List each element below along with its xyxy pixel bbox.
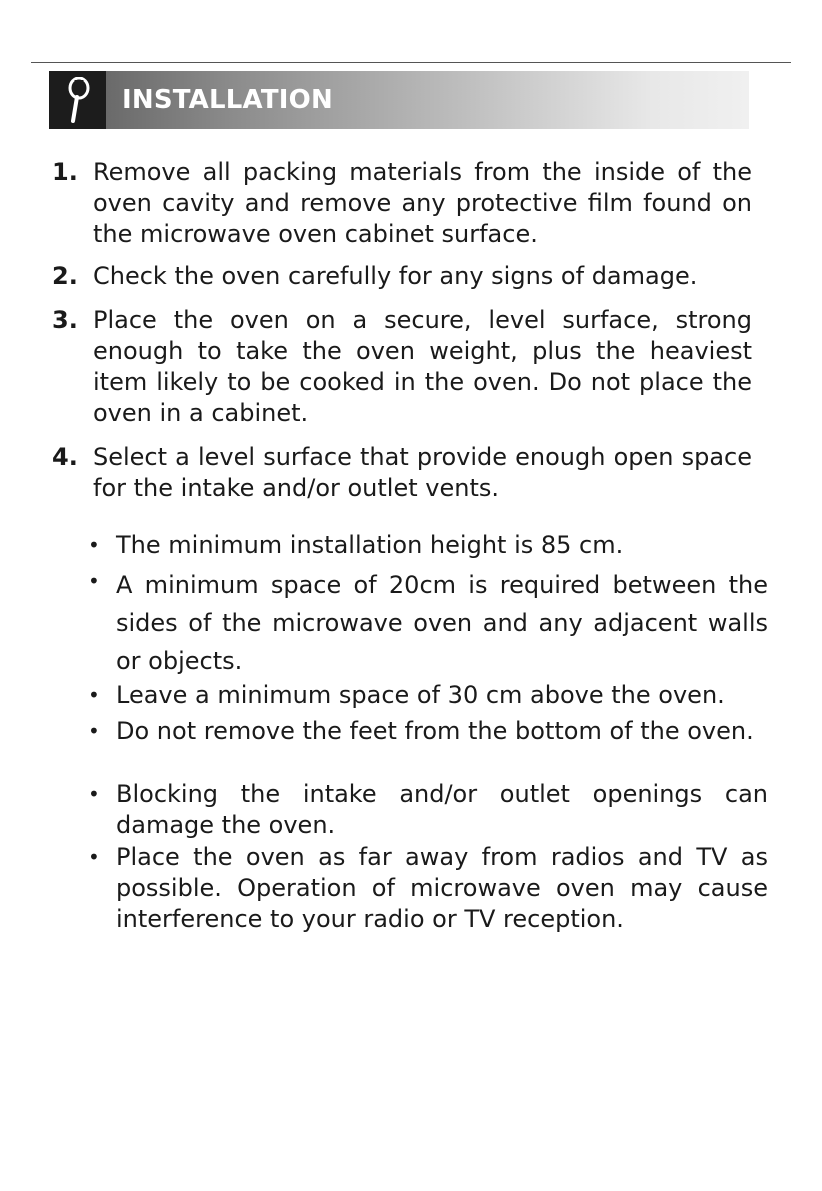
list-item [88, 530, 768, 561]
list-item [52, 261, 752, 292]
bullet-marker: • [88, 569, 100, 593]
step-text: Select a level surface that provide enough open space for the intake and/or outlet vents. [93, 443, 752, 502]
step-number: 2. [52, 262, 78, 290]
list-item [52, 442, 752, 504]
step-text: Place the oven on a secure, level surface, strong enough to take the oven weight, plus the heaviest item likely to be cooked in the oven. Do not place the oven in a cabinet. [93, 306, 752, 427]
bullet-text: The minimum installation height is 85 cm. [116, 531, 624, 559]
bullet-text: Do not remove the feet from the bottom of the oven. [116, 717, 754, 745]
section-header [49, 71, 749, 129]
list-item [52, 157, 752, 250]
bullet-marker: • [88, 683, 100, 707]
bullet-marker: • [88, 845, 100, 869]
step-number: 3. [52, 306, 78, 334]
title-bar [106, 71, 749, 129]
bullet-text: Blocking the intake and/or outlet openings can damage the oven. [116, 780, 768, 839]
page-title: INSTALLATION [122, 85, 333, 115]
bullet-text: Leave a minimum space of 30 cm above the oven. [116, 681, 725, 709]
list-item [52, 305, 752, 429]
step-text: Remove all packing materials from the inside of the oven cavity and remove any protective film found on the microwave oven cabinet surface. [93, 158, 752, 248]
top-divider [31, 62, 791, 63]
bullet-marker: • [88, 782, 100, 806]
list-item [88, 842, 768, 935]
step-number: 4. [52, 443, 78, 471]
bullet-marker: • [88, 719, 100, 743]
bullet-text: A minimum space of 20cm is required between the sides of the microwave oven and any adjacent walls or objects. [116, 571, 768, 675]
list-item [88, 716, 768, 747]
step-text: Check the oven carefully for any signs of damage. [93, 262, 698, 290]
list-item [88, 566, 768, 680]
list-item [88, 779, 768, 841]
bullet-text: Place the oven as far away from radios and TV as possible. Operation of microwave oven may cause interference to your radio or TV reception. [116, 843, 768, 933]
list-item [88, 680, 768, 711]
bullet-marker: • [88, 533, 100, 557]
step-number: 1. [52, 158, 78, 186]
wrench-icon [49, 71, 106, 129]
